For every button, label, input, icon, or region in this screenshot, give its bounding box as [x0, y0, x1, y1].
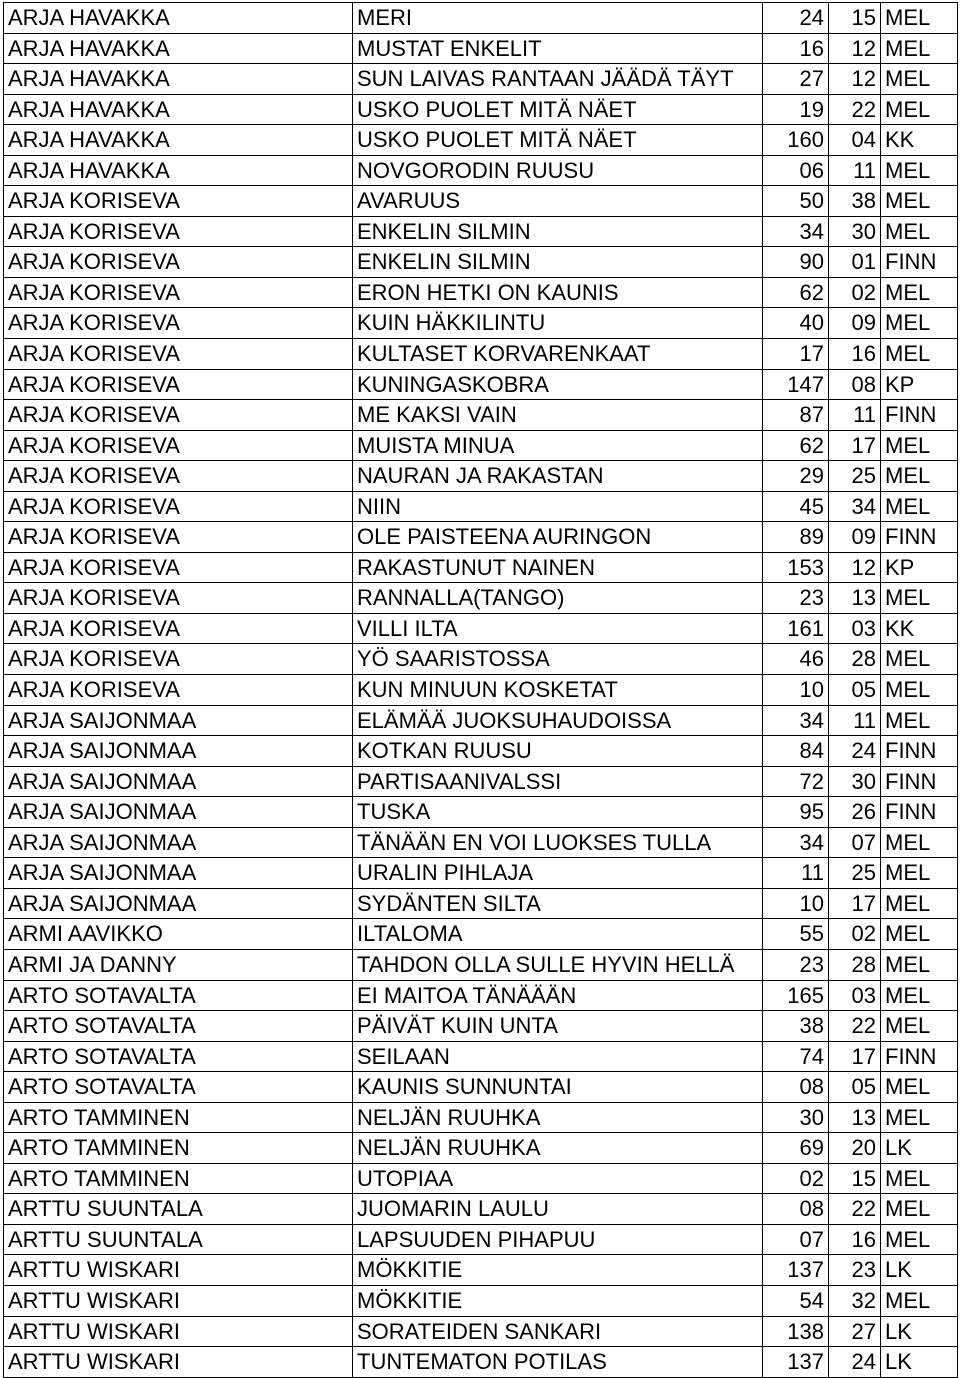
subnumber-cell: 27: [829, 1316, 881, 1347]
subnumber-cell: 02: [829, 919, 881, 950]
number-cell: 165: [763, 980, 829, 1011]
song-cell: EI MAITOA TÄNÄÄÄN: [353, 980, 763, 1011]
song-cell: LAPSUUDEN PIHAPUU: [353, 1224, 763, 1255]
artist-cell: ARJA KORISEVA: [4, 644, 353, 675]
number-cell: 29: [763, 461, 829, 492]
number-cell: 45: [763, 491, 829, 522]
category-cell: FINN: [881, 400, 958, 431]
number-cell: 137: [763, 1347, 829, 1378]
category-cell: MEL: [881, 1194, 958, 1225]
subnumber-cell: 17: [829, 1041, 881, 1072]
artist-cell: ARTTU SUUNTALA: [4, 1194, 353, 1225]
category-cell: MEL: [881, 1011, 958, 1042]
artist-cell: ARJA KORISEVA: [4, 552, 353, 583]
song-cell: KUIN HÄKKILINTU: [353, 308, 763, 339]
song-cell: ILTALOMA: [353, 919, 763, 950]
song-cell: NOVGORODIN RUUSU: [353, 155, 763, 186]
table-row: [4, 827, 958, 858]
artist-cell: ARTTU WISKARI: [4, 1316, 353, 1347]
subnumber-cell: 30: [829, 216, 881, 247]
table-row: [4, 919, 958, 950]
category-cell: FINN: [881, 797, 958, 828]
table-row: [4, 675, 958, 706]
number-cell: 17: [763, 339, 829, 370]
artist-cell: ARJA HAVAKKA: [4, 155, 353, 186]
category-cell: KP: [881, 369, 958, 400]
table-row: [4, 491, 958, 522]
number-cell: 50: [763, 186, 829, 217]
artist-cell: ARJA SAIJONMAA: [4, 797, 353, 828]
number-cell: 72: [763, 766, 829, 797]
number-cell: 90: [763, 247, 829, 278]
table-row: [4, 949, 958, 980]
table-row: [4, 797, 958, 828]
artist-cell: ARJA KORISEVA: [4, 308, 353, 339]
number-cell: 87: [763, 400, 829, 431]
song-cell: USKO PUOLET MITÄ NÄET: [353, 94, 763, 125]
subnumber-cell: 30: [829, 766, 881, 797]
song-cell: URALIN PIHLAJA: [353, 858, 763, 889]
table-row: [4, 3, 958, 34]
subnumber-cell: 28: [829, 644, 881, 675]
category-cell: MEL: [881, 858, 958, 889]
number-cell: 23: [763, 583, 829, 614]
number-cell: 84: [763, 736, 829, 767]
subnumber-cell: 34: [829, 491, 881, 522]
artist-cell: ARTO SOTAVALTA: [4, 980, 353, 1011]
subnumber-cell: 32: [829, 1285, 881, 1316]
artist-cell: ARJA HAVAKKA: [4, 33, 353, 64]
category-cell: KK: [881, 613, 958, 644]
song-cell: KUN MINUUN KOSKETAT: [353, 675, 763, 706]
table-row: [4, 461, 958, 492]
subnumber-cell: 15: [829, 3, 881, 34]
number-cell: 160: [763, 125, 829, 156]
subnumber-cell: 26: [829, 797, 881, 828]
song-cell: SORATEIDEN SANKARI: [353, 1316, 763, 1347]
table-row: [4, 308, 958, 339]
category-cell: MEL: [881, 491, 958, 522]
category-cell: MEL: [881, 919, 958, 950]
subnumber-cell: 13: [829, 1102, 881, 1133]
song-cell: NIIN: [353, 491, 763, 522]
table-row: [4, 858, 958, 889]
subnumber-cell: 17: [829, 888, 881, 919]
number-cell: 16: [763, 33, 829, 64]
table-row: [4, 1194, 958, 1225]
number-cell: 08: [763, 1072, 829, 1103]
category-cell: MEL: [881, 277, 958, 308]
table-row: [4, 1224, 958, 1255]
table-row: [4, 277, 958, 308]
artist-cell: ARJA HAVAKKA: [4, 94, 353, 125]
song-cell: TÄNÄÄN EN VOI LUOKSES TULLA: [353, 827, 763, 858]
artist-cell: ARTO TAMMINEN: [4, 1163, 353, 1194]
artist-cell: ARJA HAVAKKA: [4, 64, 353, 95]
number-cell: 89: [763, 522, 829, 553]
artist-cell: ARTTU WISKARI: [4, 1255, 353, 1286]
artist-cell: ARJA SAIJONMAA: [4, 736, 353, 767]
number-cell: 27: [763, 64, 829, 95]
subnumber-cell: 16: [829, 1224, 881, 1255]
number-cell: 23: [763, 949, 829, 980]
artist-cell: ARTO TAMMINEN: [4, 1102, 353, 1133]
song-cell: JUOMARIN LAULU: [353, 1194, 763, 1225]
number-cell: 34: [763, 827, 829, 858]
song-cell: RANNALLA(TANGO): [353, 583, 763, 614]
number-cell: 62: [763, 277, 829, 308]
number-cell: 138: [763, 1316, 829, 1347]
artist-cell: ARJA KORISEVA: [4, 675, 353, 706]
artist-cell: ARTTU WISKARI: [4, 1347, 353, 1378]
subnumber-cell: 02: [829, 277, 881, 308]
artist-cell: ARTO TAMMINEN: [4, 1133, 353, 1164]
artist-cell: ARMI AAVIKKO: [4, 919, 353, 950]
category-cell: MEL: [881, 430, 958, 461]
song-cell: TUNTEMATON POTILAS: [353, 1347, 763, 1378]
table-row: [4, 155, 958, 186]
table-row: [4, 1072, 958, 1103]
table-row: [4, 1163, 958, 1194]
subnumber-cell: 28: [829, 949, 881, 980]
number-cell: 08: [763, 1194, 829, 1225]
table-row: [4, 400, 958, 431]
number-cell: 34: [763, 705, 829, 736]
category-cell: MEL: [881, 1072, 958, 1103]
subnumber-cell: 17: [829, 430, 881, 461]
song-cell: YÖ SAARISTOSSA: [353, 644, 763, 675]
category-cell: LK: [881, 1347, 958, 1378]
category-cell: MEL: [881, 64, 958, 95]
song-cell: KOTKAN RUUSU: [353, 736, 763, 767]
subnumber-cell: 22: [829, 1011, 881, 1042]
artist-cell: ARJA KORISEVA: [4, 430, 353, 461]
song-cell: ENKELIN SILMIN: [353, 216, 763, 247]
table-row: [4, 766, 958, 797]
song-cell: SUN LAIVAS RANTAAN JÄÄDÄ TÄYT: [353, 64, 763, 95]
artist-cell: ARJA HAVAKKA: [4, 3, 353, 34]
number-cell: 30: [763, 1102, 829, 1133]
table-row: [4, 644, 958, 675]
song-table: [3, 2, 958, 1378]
table-row: [4, 186, 958, 217]
number-cell: 153: [763, 552, 829, 583]
table-row: [4, 736, 958, 767]
artist-cell: ARJA SAIJONMAA: [4, 827, 353, 858]
artist-cell: ARJA SAIJONMAA: [4, 858, 353, 889]
subnumber-cell: 24: [829, 736, 881, 767]
subnumber-cell: 22: [829, 94, 881, 125]
subnumber-cell: 07: [829, 827, 881, 858]
table-row: [4, 705, 958, 736]
subnumber-cell: 25: [829, 461, 881, 492]
artist-cell: ARTTU SUUNTALA: [4, 1224, 353, 1255]
subnumber-cell: 04: [829, 125, 881, 156]
category-cell: FINN: [881, 766, 958, 797]
song-cell: SEILAAN: [353, 1041, 763, 1072]
artist-cell: ARJA SAIJONMAA: [4, 888, 353, 919]
category-cell: MEL: [881, 33, 958, 64]
table-row: [4, 1041, 958, 1072]
category-cell: FINN: [881, 522, 958, 553]
subnumber-cell: 05: [829, 675, 881, 706]
table-row: [4, 1316, 958, 1347]
subnumber-cell: 11: [829, 155, 881, 186]
number-cell: 95: [763, 797, 829, 828]
subnumber-cell: 12: [829, 552, 881, 583]
song-cell: ME KAKSI VAIN: [353, 400, 763, 431]
song-cell: MUISTA MINUA: [353, 430, 763, 461]
table-row: [4, 94, 958, 125]
table-row: [4, 583, 958, 614]
table-row: [4, 1347, 958, 1378]
number-cell: 46: [763, 644, 829, 675]
category-cell: MEL: [881, 644, 958, 675]
category-cell: MEL: [881, 186, 958, 217]
table-row: [4, 64, 958, 95]
category-cell: KP: [881, 552, 958, 583]
category-cell: MEL: [881, 1163, 958, 1194]
category-cell: FINN: [881, 247, 958, 278]
number-cell: 34: [763, 216, 829, 247]
artist-cell: ARTO SOTAVALTA: [4, 1041, 353, 1072]
category-cell: MEL: [881, 461, 958, 492]
song-cell: MÖKKITIE: [353, 1285, 763, 1316]
song-cell: TAHDON OLLA SULLE HYVIN HELLÄ: [353, 949, 763, 980]
subnumber-cell: 25: [829, 858, 881, 889]
table-row: [4, 613, 958, 644]
table-row: [4, 1102, 958, 1133]
category-cell: LK: [881, 1133, 958, 1164]
subnumber-cell: 38: [829, 186, 881, 217]
table-row: [4, 125, 958, 156]
number-cell: 54: [763, 1285, 829, 1316]
artist-cell: ARTO SOTAVALTA: [4, 1011, 353, 1042]
subnumber-cell: 11: [829, 705, 881, 736]
song-cell: MUSTAT ENKELIT: [353, 33, 763, 64]
number-cell: 07: [763, 1224, 829, 1255]
category-cell: MEL: [881, 705, 958, 736]
song-cell: NAURAN JA RAKASTAN: [353, 461, 763, 492]
number-cell: 147: [763, 369, 829, 400]
artist-cell: ARJA KORISEVA: [4, 491, 353, 522]
number-cell: 40: [763, 308, 829, 339]
category-cell: MEL: [881, 1102, 958, 1133]
song-cell: ELÄMÄÄ JUOKSUHAUDOISSA: [353, 705, 763, 736]
subnumber-cell: 13: [829, 583, 881, 614]
song-cell: MÖKKITIE: [353, 1255, 763, 1286]
table-row: [4, 339, 958, 370]
table-row: [4, 552, 958, 583]
subnumber-cell: 03: [829, 613, 881, 644]
subnumber-cell: 22: [829, 1194, 881, 1225]
artist-cell: ARJA KORISEVA: [4, 216, 353, 247]
category-cell: MEL: [881, 980, 958, 1011]
category-cell: MEL: [881, 949, 958, 980]
subnumber-cell: 11: [829, 400, 881, 431]
artist-cell: ARJA KORISEVA: [4, 186, 353, 217]
song-cell: RAKASTUNUT NAINEN: [353, 552, 763, 583]
number-cell: 62: [763, 430, 829, 461]
category-cell: MEL: [881, 675, 958, 706]
artist-cell: ARMI JA DANNY: [4, 949, 353, 980]
table-row: [4, 1255, 958, 1286]
artist-cell: ARJA KORISEVA: [4, 461, 353, 492]
number-cell: 02: [763, 1163, 829, 1194]
number-cell: 55: [763, 919, 829, 950]
number-cell: 10: [763, 675, 829, 706]
number-cell: 24: [763, 3, 829, 34]
table-row: [4, 1285, 958, 1316]
subnumber-cell: 08: [829, 369, 881, 400]
song-cell: KULTASET KORVARENKAAT: [353, 339, 763, 370]
subnumber-cell: 20: [829, 1133, 881, 1164]
subnumber-cell: 23: [829, 1255, 881, 1286]
category-cell: MEL: [881, 155, 958, 186]
category-cell: FINN: [881, 736, 958, 767]
song-cell: PÄIVÄT KUIN UNTA: [353, 1011, 763, 1042]
song-cell: SYDÄNTEN SILTA: [353, 888, 763, 919]
category-cell: MEL: [881, 583, 958, 614]
number-cell: 38: [763, 1011, 829, 1042]
number-cell: 69: [763, 1133, 829, 1164]
category-cell: FINN: [881, 1041, 958, 1072]
number-cell: 161: [763, 613, 829, 644]
number-cell: 06: [763, 155, 829, 186]
song-cell: MERI: [353, 3, 763, 34]
song-cell: AVARUUS: [353, 186, 763, 217]
artist-cell: ARJA KORISEVA: [4, 583, 353, 614]
category-cell: MEL: [881, 1224, 958, 1255]
artist-cell: ARJA KORISEVA: [4, 277, 353, 308]
song-cell: ERON HETKI ON KAUNIS: [353, 277, 763, 308]
table-row: [4, 888, 958, 919]
category-cell: MEL: [881, 3, 958, 34]
subnumber-cell: 15: [829, 1163, 881, 1194]
artist-cell: ARJA KORISEVA: [4, 247, 353, 278]
category-cell: LK: [881, 1255, 958, 1286]
artist-cell: ARTTU WISKARI: [4, 1285, 353, 1316]
subnumber-cell: 12: [829, 33, 881, 64]
subnumber-cell: 24: [829, 1347, 881, 1378]
subnumber-cell: 09: [829, 308, 881, 339]
table-row: [4, 522, 958, 553]
artist-cell: ARJA HAVAKKA: [4, 125, 353, 156]
category-cell: MEL: [881, 1285, 958, 1316]
category-cell: MEL: [881, 94, 958, 125]
table-row: [4, 430, 958, 461]
song-table-body: [4, 3, 958, 1378]
subnumber-cell: 12: [829, 64, 881, 95]
song-cell: ENKELIN SILMIN: [353, 247, 763, 278]
category-cell: MEL: [881, 308, 958, 339]
table-row: [4, 1011, 958, 1042]
table-row: [4, 1133, 958, 1164]
category-cell: MEL: [881, 888, 958, 919]
subnumber-cell: 03: [829, 980, 881, 1011]
category-cell: KK: [881, 125, 958, 156]
subnumber-cell: 05: [829, 1072, 881, 1103]
song-cell: NELJÄN RUUHKA: [353, 1133, 763, 1164]
subnumber-cell: 01: [829, 247, 881, 278]
artist-cell: ARJA KORISEVA: [4, 613, 353, 644]
song-cell: KAUNIS SUNNUNTAI: [353, 1072, 763, 1103]
song-cell: USKO PUOLET MITÄ NÄET: [353, 125, 763, 156]
table-row: [4, 216, 958, 247]
category-cell: MEL: [881, 216, 958, 247]
artist-cell: ARJA KORISEVA: [4, 369, 353, 400]
song-cell: VILLI ILTA: [353, 613, 763, 644]
table-row: [4, 247, 958, 278]
song-cell: NELJÄN RUUHKA: [353, 1102, 763, 1133]
table-row: [4, 369, 958, 400]
number-cell: 11: [763, 858, 829, 889]
song-cell: KUNINGASKOBRA: [353, 369, 763, 400]
category-cell: LK: [881, 1316, 958, 1347]
subnumber-cell: 16: [829, 339, 881, 370]
artist-cell: ARJA KORISEVA: [4, 400, 353, 431]
number-cell: 10: [763, 888, 829, 919]
song-cell: UTOPIAA: [353, 1163, 763, 1194]
number-cell: 19: [763, 94, 829, 125]
category-cell: MEL: [881, 339, 958, 370]
number-cell: 137: [763, 1255, 829, 1286]
table-row: [4, 980, 958, 1011]
artist-cell: ARTO SOTAVALTA: [4, 1072, 353, 1103]
song-cell: OLE PAISTEENA AURINGON: [353, 522, 763, 553]
subnumber-cell: 09: [829, 522, 881, 553]
artist-cell: ARJA KORISEVA: [4, 339, 353, 370]
table-row: [4, 33, 958, 64]
artist-cell: ARJA SAIJONMAA: [4, 766, 353, 797]
song-cell: PARTISAANIVALSSI: [353, 766, 763, 797]
category-cell: MEL: [881, 827, 958, 858]
song-cell: TUSKA: [353, 797, 763, 828]
artist-cell: ARJA KORISEVA: [4, 522, 353, 553]
artist-cell: ARJA SAIJONMAA: [4, 705, 353, 736]
number-cell: 74: [763, 1041, 829, 1072]
